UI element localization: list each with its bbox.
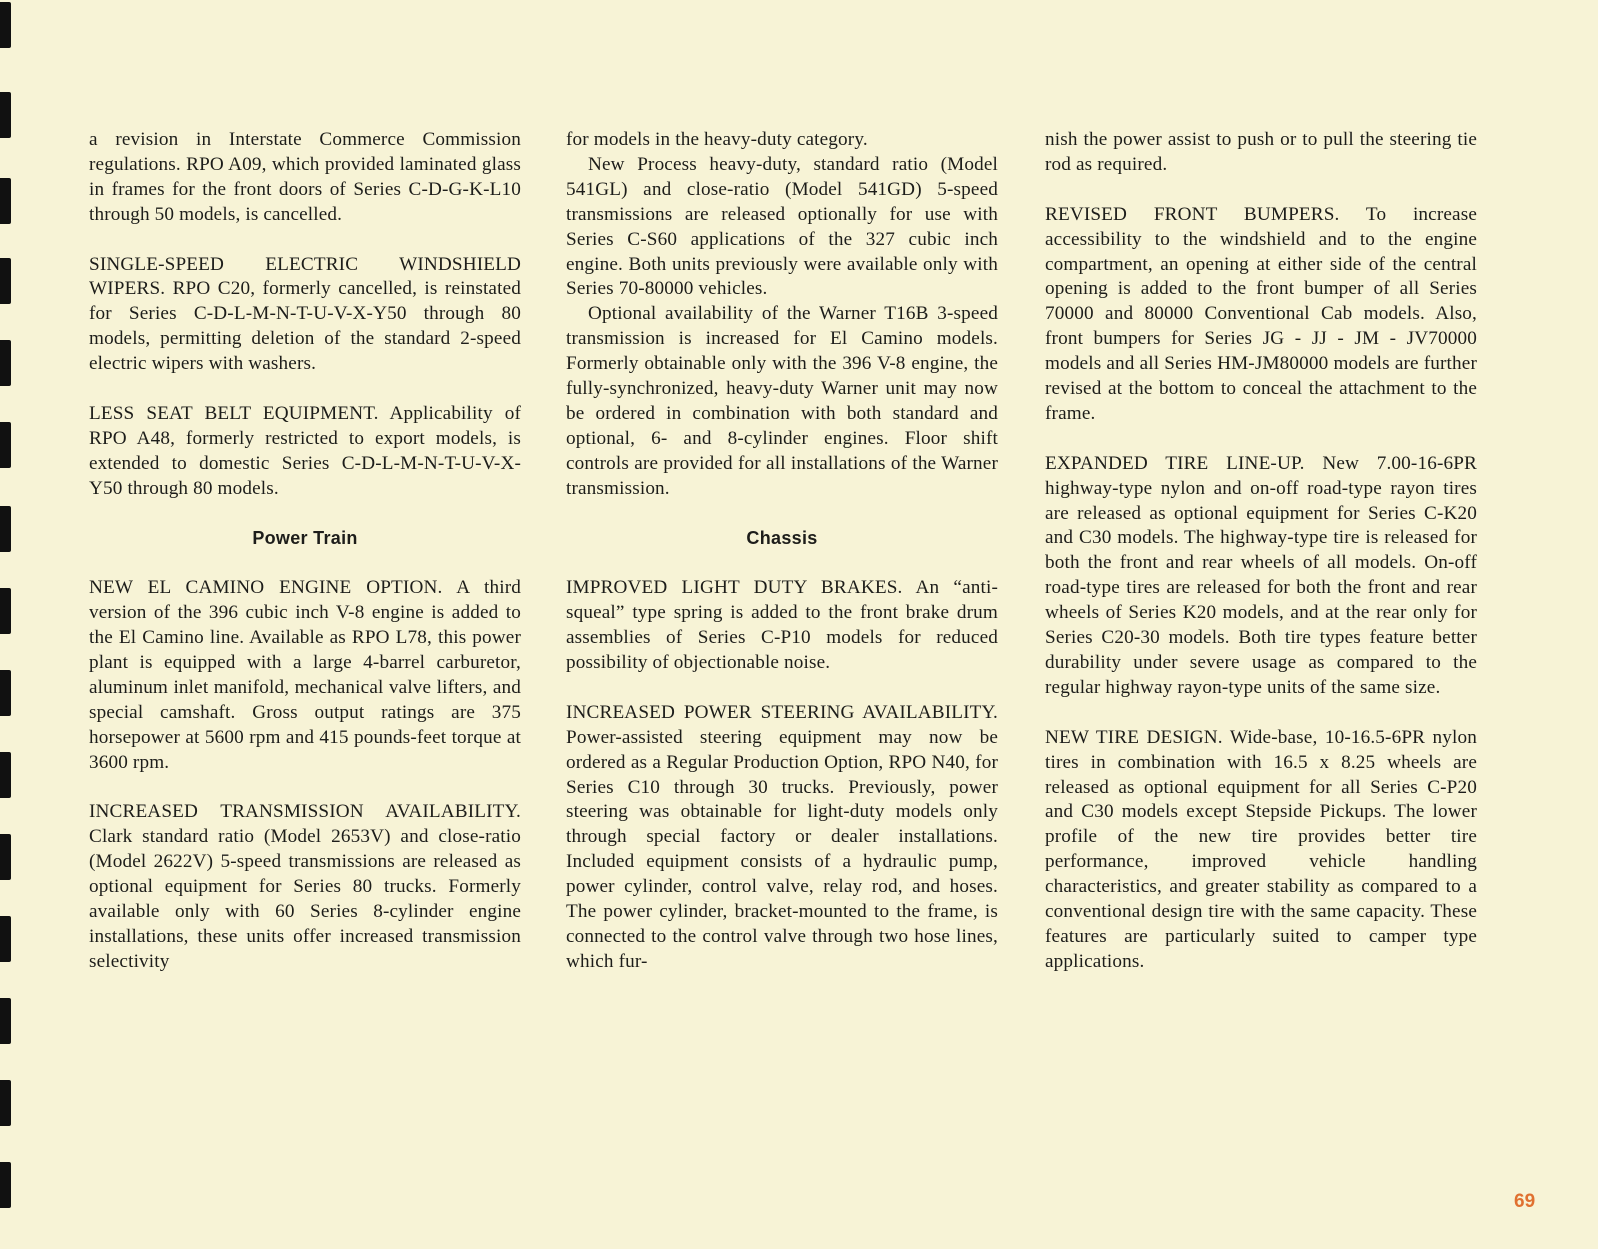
paragraph-transmission-availability: INCREASED TRANSMISSION AVAILABILITY. Clark standard ratio (Model 2653V) and close-ratio (Model 2622V) 5-speed transmissions are released as optional equipment for Series 80 trucks. Formerly available only with 60 Series 8-cylinder engine installations, these units offer increased transmission selectivity (89, 801, 521, 972)
paragraph-power-steering: INCREASED POWER STEERING AVAILABILITY. Power-assisted steering equipment may now be ordered as a Regular Production Option, RPO N40, for Series C10 through 30 trucks. Previously, power steering was obtainable for light-duty models only through special factory or dealer installations. Included equipment consists of a hydraulic pump, power cylinder, control valve, relay rod, and hoses. The power cylinder, bracket-mounted to the frame, is connected to the control valve through two hose lines, which fur- (566, 701, 998, 972)
binding-mark (0, 1162, 11, 1208)
paragraph-tire-line-up: EXPANDED TIRE LINE-UP. New 7.00-16-6PR highway-type nylon and on-off road-type rayon tires are released as optional equipment for Series C-K20 and C30 models. The highway-type tire is released for both the front and rear wheels of all models. On-off road-type tires are released for both the front and rear wheels of Series K20 models, and at the rear only for Series C20-30 models. Both tire types feature better durability under severe usage as compared to the regular highway rayon-type units of the same size. (1045, 452, 1477, 698)
binding-mark (0, 752, 11, 798)
binding-mark (0, 588, 11, 634)
binding-mark (0, 258, 11, 304)
binding-mark (0, 422, 11, 468)
paragraph-new-tire-design: NEW TIRE DESIGN. Wide-base, 10-16.5-6PR nylon tires in combination with 16.5 x 8.25 wheels are released as optional equipment for all Series C-P20 and C30 models except Stepside Pickups. The lower profile of the new tire provides better tire performance, improved vehicle handling characteristics, and greater stability as compared to a conventional design tire with the same capacity. These features are particularly suited to camper type applications. (1045, 726, 1477, 972)
paragraph-light-duty-brakes: IMPROVED LIGHT DUTY BRAKES. An “anti-squeal” type spring is added to the front brake drum assemblies of Series C-P10 models for reduced possibility of objectionable noise. (566, 577, 998, 673)
page-number: 69 (1514, 1191, 1536, 1212)
binding-mark (0, 2, 11, 48)
binding-mark (0, 670, 11, 716)
binding-mark (0, 506, 11, 552)
paragraph-front-bumpers: REVISED FRONT BUMPERS. To increase accessibility to the windshield and to the engine compartment, an opening at either side of the central opening is added to the front bumper of all Series 70000 and 80000 Conventional Cab models. Also, front bumpers for Series JG - JJ - JM - JV70000 models and all Series HM-JM80000 models are further revised at the bottom to conceal the attachment to the frame. (1045, 203, 1477, 424)
binding-mark (0, 834, 11, 880)
paragraph-seat-belt: LESS SEAT BELT EQUIPMENT. Applicability of RPO A48, formerly restricted to export models, is extended to domestic Series C-D-L-M-N-T-U-V-X-Y50 through 80 models. (89, 402, 521, 499)
text-column-right (1045, 128, 1477, 975)
text-column-left (89, 128, 521, 975)
text-column-middle (566, 128, 998, 975)
paragraph: a revision in Interstate Commerce Commission regulations. RPO A09, which provided laminated glass in frames for the front doors of Series C-D-G-K-L10 through 50 models, is cancelled. (89, 129, 521, 225)
section-heading-chassis: Chassis (746, 528, 818, 549)
binding-mark (0, 998, 11, 1044)
paragraph: nish the power assist to push or to pull the steering tie rod as required. (1045, 129, 1477, 175)
section-heading-power-train: Power Train (252, 528, 358, 549)
paragraph-el-camino-engine: NEW EL CAMINO ENGINE OPTION. A third version of the 396 cubic inch V-8 engine is added to the El Camino line. Available as RPO L78, this power plant is equipped with a large 4-barrel carburetor, aluminum inlet manifold, mechanical valve lifters, and special camshaft. Gross output ratings are 375 horsepower at 5600 rpm and 415 pounds-feet torque at 3600 rpm. (89, 577, 521, 773)
paragraph: for models in the heavy-duty category. (566, 129, 868, 150)
paragraph-new-process-transmissions: New Process heavy-duty, standard ratio (Model 541GL) and close-ratio (Model 541GD) 5-speed transmissions are released optionally for use with Series C-S60 applications of the 327 cubic inch engine. Both units previously were available only with Series 70-80000 vehicles. (566, 153, 998, 300)
paragraph-windshield-wipers: SINGLE-SPEED ELECTRIC WINDSHIELD WIPERS. RPO C20, formerly cancelled, is reinstated for Series C-D-L-M-N-T-U-V-X-Y50 through 80 models, permitting deletion of the standard 2-speed electric wipers with washers. (89, 253, 521, 375)
binding-mark (0, 916, 11, 962)
binding-edge-marks (0, 0, 14, 1249)
binding-mark (0, 92, 11, 138)
binding-mark (0, 178, 11, 224)
paragraph-warner-transmission: Optional availability of the Warner T16B 3-speed transmission is increased for El Camino models. Formerly obtainable only with the 396 V-8 engine, the fully-synchronized, heavy-duty Warner unit may now be ordered in combination with both standard and optional, 6- and 8-cylinder engines. Floor shift controls are provided for all installations of the Warner transmission. (566, 303, 998, 499)
binding-mark (0, 1080, 11, 1126)
binding-mark (0, 340, 11, 386)
